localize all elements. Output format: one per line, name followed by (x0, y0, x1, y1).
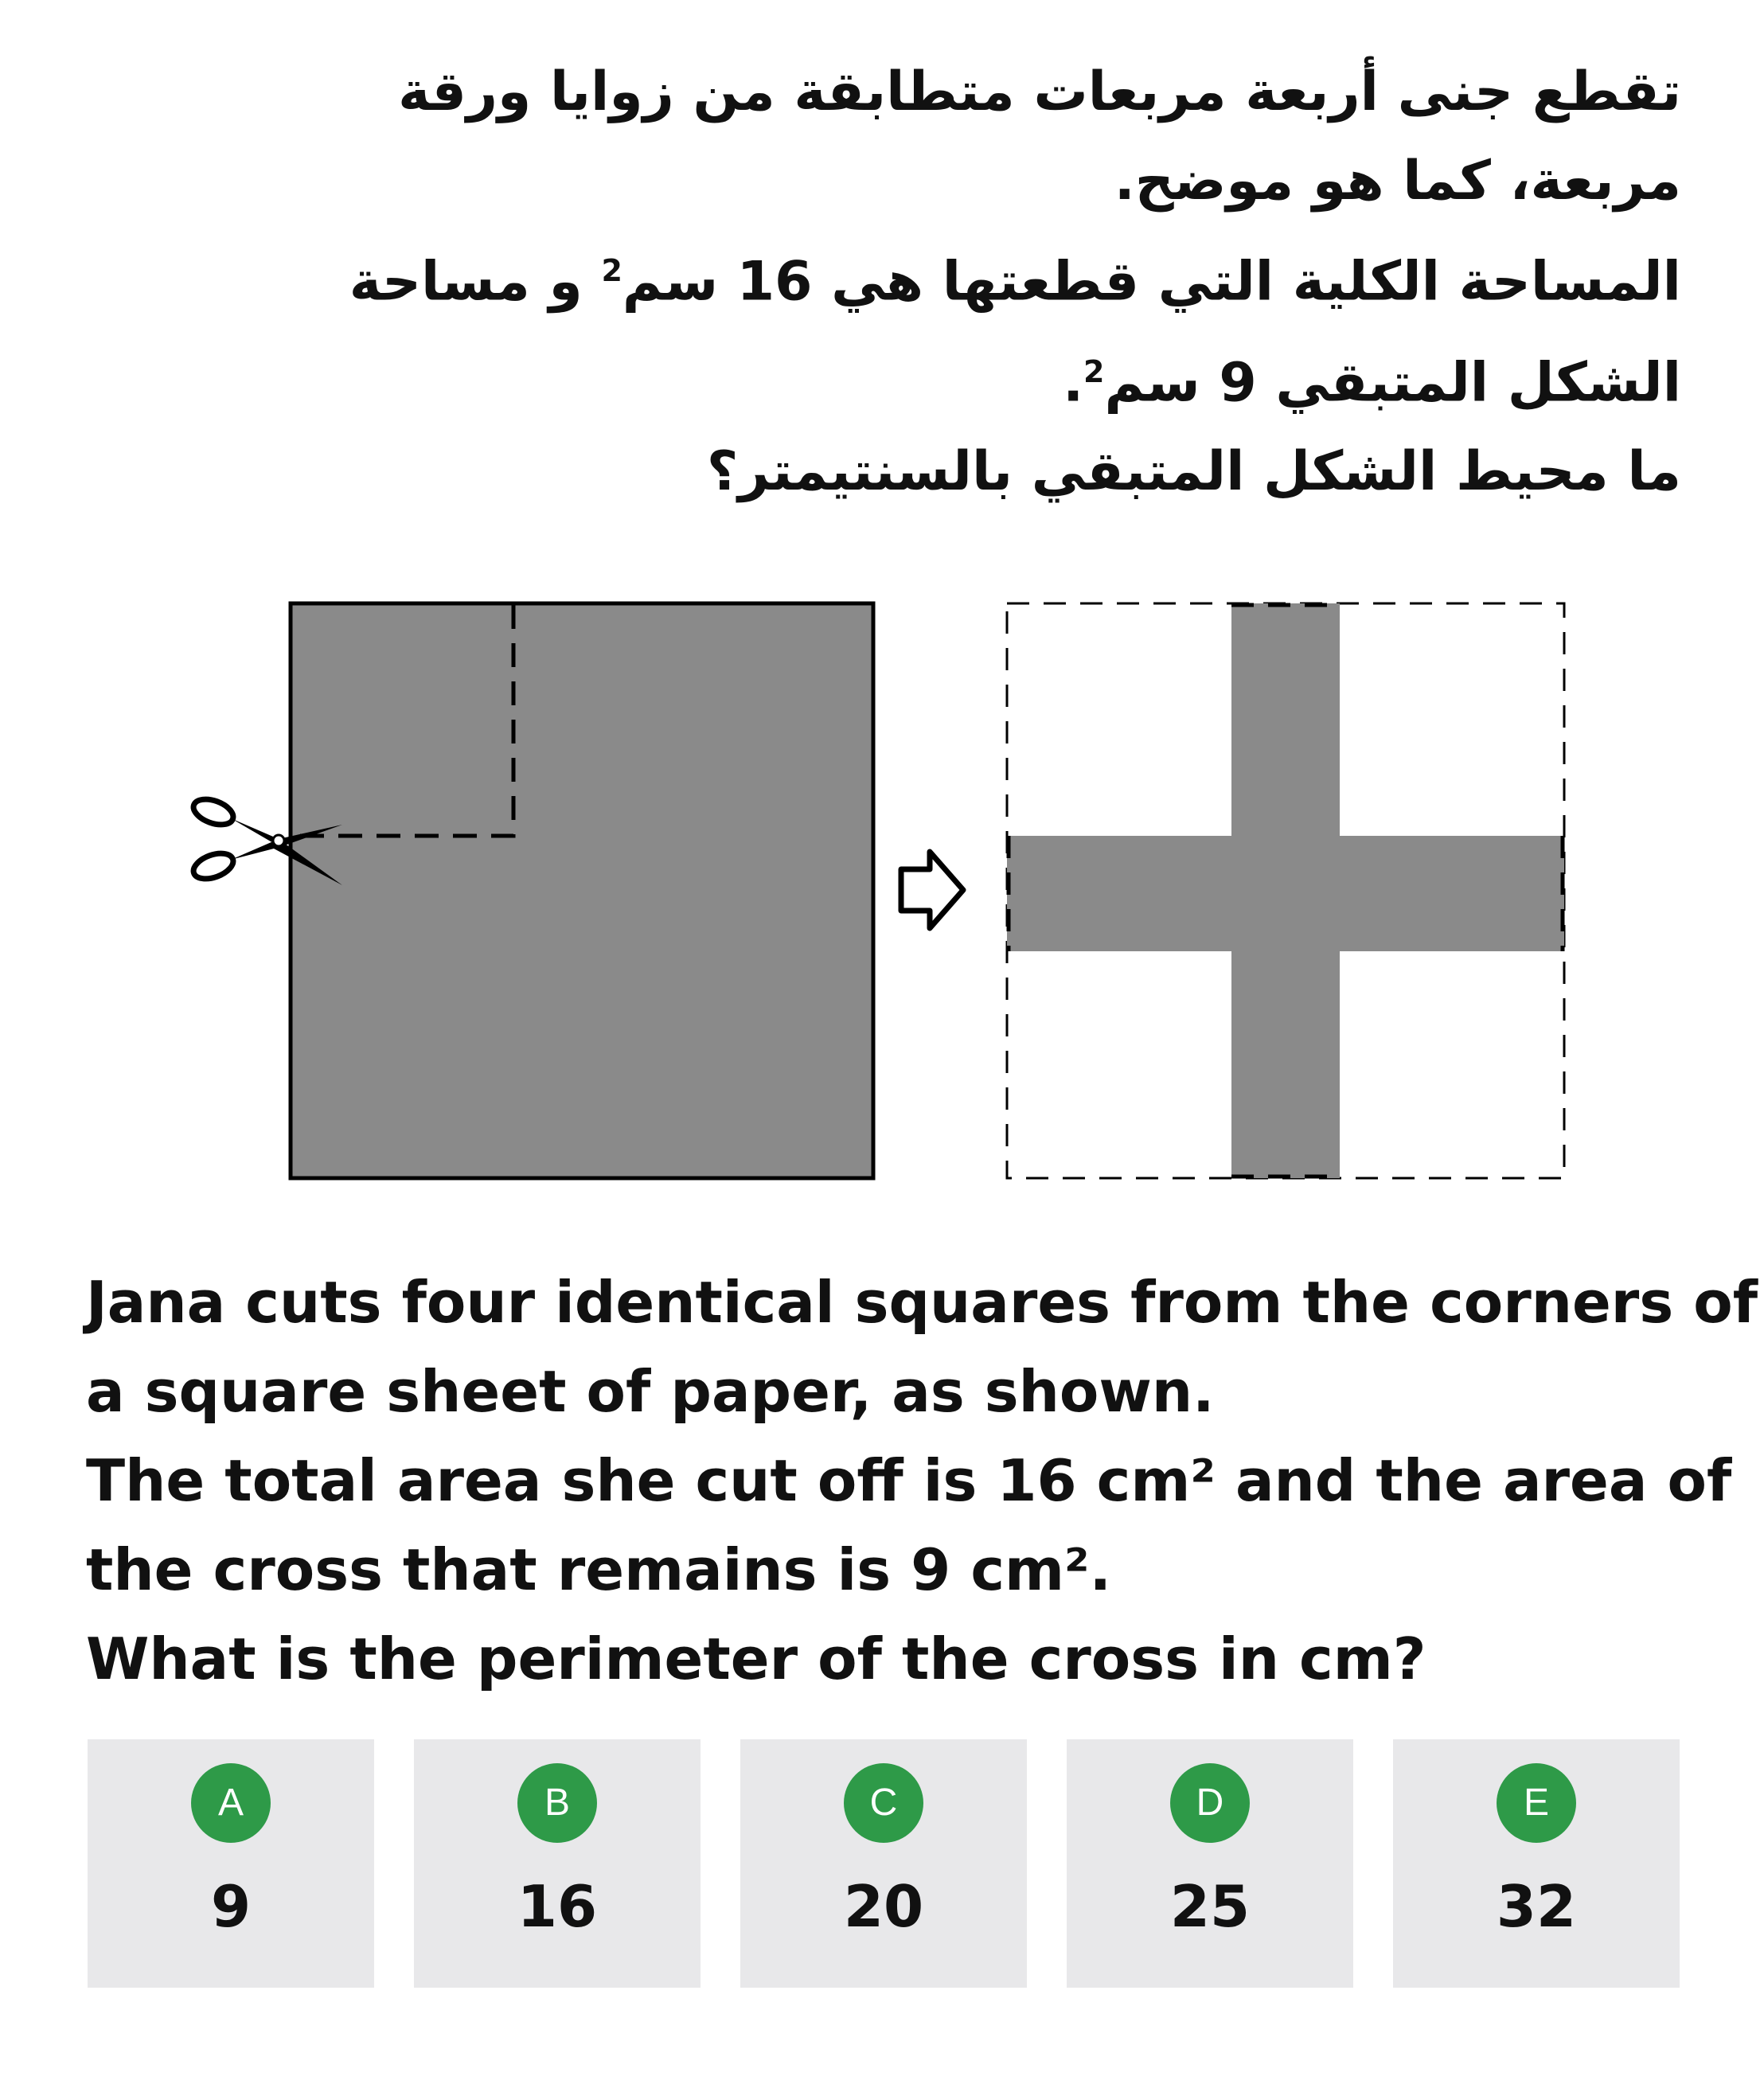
choice-d-value: 25 (1169, 1873, 1251, 1940)
choice-c-letter: C (844, 1763, 923, 1843)
english-line-3: The total area she cut off is 16 cm² and the area of (86, 1447, 1732, 1514)
choice-c[interactable] (740, 1739, 1027, 1988)
choice-d[interactable] (1067, 1739, 1353, 1988)
choice-b-letter: B (517, 1763, 597, 1843)
arabic-line-4-tail: . (1063, 351, 1084, 415)
choice-e[interactable] (1393, 1739, 1680, 1988)
english-line-4: the cross that remains is 9 cm². (86, 1536, 1111, 1603)
choice-d-letter: D (1170, 1763, 1250, 1843)
choice-b[interactable] (414, 1739, 701, 1988)
english-line-1: Jana cuts four identical squares from the corners of (86, 1269, 1758, 1336)
choice-a-letter: A (191, 1763, 271, 1843)
arabic-line-2: مربعة، كما هو موضح. (1114, 150, 1681, 213)
hollow-right-arrow-icon (901, 852, 963, 928)
figure-svg (159, 573, 1592, 1202)
choice-a[interactable] (88, 1739, 374, 1988)
english-line-5: What is the perimeter of the cross in cm? (86, 1626, 1426, 1692)
arabic-line-3 (143, 226, 1681, 327)
arabic-line-3-sup: 2 (601, 253, 622, 288)
choice-c-value: 20 (843, 1873, 924, 1940)
square-sheet (291, 603, 873, 1178)
choice-b-value: 16 (517, 1873, 598, 1940)
arabic-line-5: ما محيط الشكل المتبقي بالسنتيمتر؟ (706, 440, 1681, 504)
arabic-line-4-sup: 2 (1083, 353, 1105, 389)
arabic-line-1: تقطع جنى أربعة مربعات متطابقة من زوايا ورقة (398, 60, 1681, 123)
question-arabic (143, 48, 1681, 517)
choice-a-value: 9 (210, 1873, 252, 1940)
arabic-line-3-tail: و مساحة (349, 250, 602, 314)
arabic-line-3-text: المساحة الكلية التي قطعتها هي 16 سم (622, 250, 1681, 314)
answer-choices (88, 1739, 1680, 1988)
choice-e-value: 32 (1496, 1873, 1577, 1940)
english-line-2: a square sheet of paper, as shown. (86, 1358, 1215, 1425)
paper-cutting-figure (159, 573, 1592, 1202)
arabic-line-4-text: الشكل المتبقي 9 سم (1104, 351, 1681, 415)
remaining-cross (1007, 603, 1564, 1178)
arabic-line-4 (143, 327, 1681, 428)
question-english (86, 1258, 1758, 1704)
choice-e-letter: E (1497, 1763, 1576, 1843)
